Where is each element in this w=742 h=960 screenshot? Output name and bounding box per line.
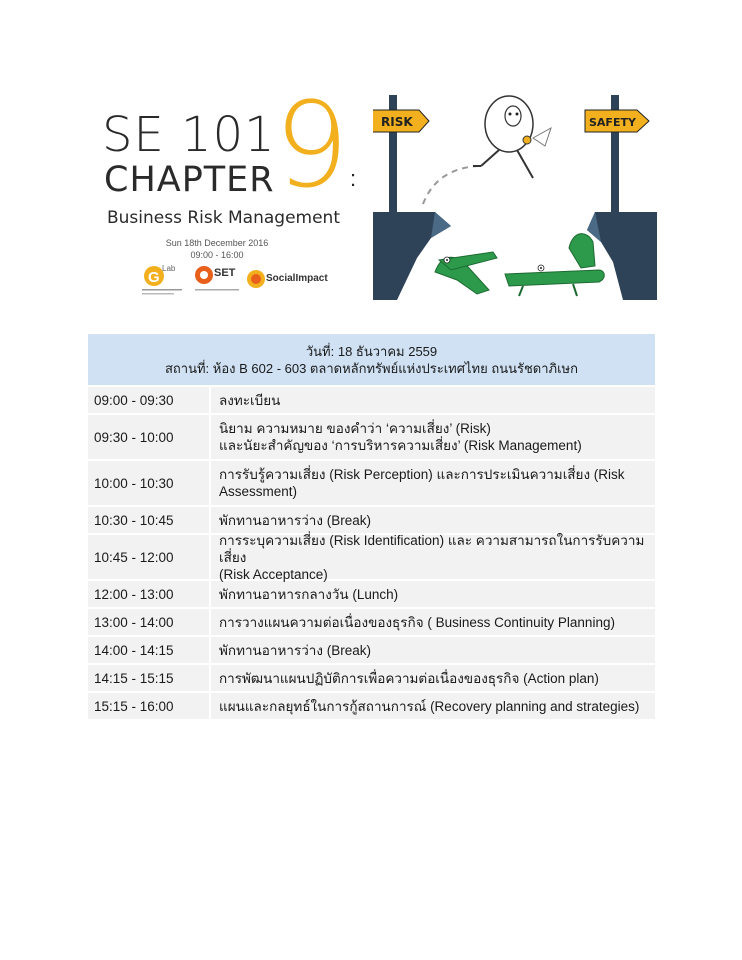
title-colon: : <box>350 166 357 191</box>
chapter-subtitle: Business Risk Management <box>107 208 340 228</box>
event-datetime <box>162 237 272 261</box>
time-slot: 09:00 - 09:30 <box>88 387 211 413</box>
schedule-row <box>88 609 655 637</box>
jump-trail <box>423 166 477 204</box>
activity-description <box>211 512 655 529</box>
activity-description <box>211 698 655 715</box>
event-time: 09:00 - 16:00 <box>190 250 244 260</box>
event-banner <box>0 0 742 320</box>
schedule-row <box>88 665 655 693</box>
risk-sign-label: RISK <box>381 115 413 129</box>
time-slot: 15:15 - 16:00 <box>88 693 211 719</box>
time-slot: 14:15 - 15:15 <box>88 665 211 691</box>
svg-text:G: G <box>148 269 160 286</box>
cliff-illustration <box>373 90 657 300</box>
activity-description <box>211 586 655 603</box>
activity-line: พักทานอาหารว่าง (Break) <box>219 642 371 658</box>
crocodile-left <box>435 252 497 294</box>
schedule-row <box>88 693 655 721</box>
activity-line: พักทานอาหารว่าง (Break) <box>219 512 371 528</box>
activity-line: การวางแผนความต่อเนื่องของธุรกิจ ( Business Continuity Planning) <box>219 614 615 630</box>
time-slot: 12:00 - 13:00 <box>88 581 211 607</box>
activity-line: (Risk Acceptance) <box>219 566 328 582</box>
schedule-venue: สถานที่: ห้อง B 602 - 603 ตลาดหลักทรัพย์แห่งประเทศไทย ถนนรัชดาภิเษก <box>164 361 578 376</box>
activity-line: แผนและกลยุทธ์ในการกู้สถานการณ์ (Recovery planning and strategies) <box>219 698 640 714</box>
time-slot: 14:00 - 14:15 <box>88 637 211 663</box>
schedule-date: วันที่: 18 ธันวาคม 2559 <box>305 344 438 359</box>
sheep-character <box>473 96 551 178</box>
activity-description <box>211 532 655 583</box>
activity-description <box>211 642 655 659</box>
activity-line: พักทานอาหารกลางวัน (Lunch) <box>219 586 399 602</box>
schedule-row <box>88 387 655 415</box>
time-slot: 13:00 - 14:00 <box>88 609 211 635</box>
time-slot: 09:30 - 10:00 <box>88 415 211 459</box>
social-impact-logo-text: SocialImpact <box>266 273 328 284</box>
activity-line: การรับรู้ความเสี่ยง (Risk Perception) และการประเมินความเสี่ยง (Risk <box>219 467 625 482</box>
chapter-label: CHAPTER <box>104 160 275 200</box>
social-impact-logo <box>247 270 265 288</box>
glab-logo-text: Lab <box>162 264 176 273</box>
activity-line: ลงทะเบียน <box>219 392 281 408</box>
activity-description <box>211 466 655 500</box>
activity-line: และนัยะสำคัญของ ‘การบริหารความเสี่ยง’ (Risk Management) <box>219 438 582 453</box>
activity-description <box>211 614 655 631</box>
risk-safety-illustration <box>373 90 657 300</box>
schedule-row <box>88 532 655 582</box>
schedule-header <box>88 334 655 387</box>
activity-line: การระบุความเสี่ยง (Risk Identification) และ ความสามารถในการรับความเสี่ยง <box>219 532 645 565</box>
time-slot: 10:45 - 12:00 <box>88 535 211 579</box>
safety-sign-label: SAFETY <box>589 116 636 129</box>
activity-line: นิยาม ความหมาย ของคำว่า ‘ความเสี่ยง’ (Risk) <box>219 421 491 436</box>
activity-line: Assessment) <box>219 484 298 499</box>
activity-description <box>211 420 655 454</box>
sponsor-logos <box>140 262 340 298</box>
schedule-row <box>88 637 655 665</box>
set-logo-text: SET <box>214 267 236 279</box>
course-title: SE 101 <box>102 107 276 163</box>
chapter-number: 9 <box>274 76 350 214</box>
schedule-row <box>88 415 655 461</box>
time-slot: 10:00 - 10:30 <box>88 461 211 505</box>
schedule-table <box>88 334 655 721</box>
activity-description <box>211 392 655 409</box>
crocodile-right <box>505 234 604 296</box>
event-date: Sun 18th December 2016 <box>165 238 269 248</box>
time-slot: 10:30 - 10:45 <box>88 507 211 533</box>
activity-line: การพัฒนาแผนปฏิบัติการเพื่อความต่อเนื่องของธุรกิจ (Action plan) <box>219 670 599 686</box>
activity-description <box>211 670 655 687</box>
schedule-rows <box>88 387 655 721</box>
schedule-row <box>88 461 655 507</box>
schedule-row <box>88 581 655 609</box>
